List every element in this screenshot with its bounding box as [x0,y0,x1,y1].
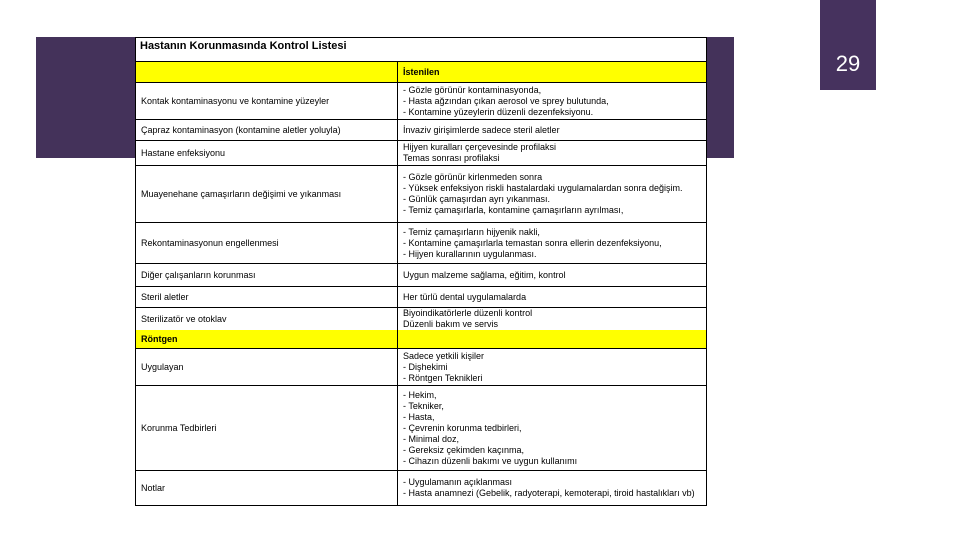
row-value-line: - Hasta anamnezi (Gebelik, radyoterapi, kemoterapi, tiroid hastalıkları vb) [403,488,695,498]
row-value-line: Biyoindikatörlerle düzenli kontrol [403,308,533,318]
row-label-text: Korunma Tedbirleri [141,422,217,433]
row-value-line: - Kontamine çamaşırlarla temastan sonra ellerin dezenfeksiyonu, [403,237,662,248]
row-label [136,223,398,263]
table-row [136,83,706,120]
row-label [136,308,398,330]
row-label [136,471,398,505]
section-header-row [136,330,706,349]
table-title: Hastanın Korunmasında Kontrol Listesi [136,38,706,62]
header-right: İstenilen [403,67,440,77]
row-value-line: - Temiz çamaşırların hijyenik nakli, [403,226,540,237]
row-label [136,83,398,119]
section-right [398,330,706,348]
row-label-text: Notlar [141,482,166,493]
row-value-line: - Hasta, [403,411,435,422]
row-label [136,287,398,307]
row-value [398,264,706,286]
row-value [398,386,706,470]
row-value-line: Her türlü dental uygulamalarda [403,291,527,302]
row-value-line: - Gözle görünür kirlenmeden sonra [403,172,543,182]
table-row [136,349,706,386]
purple-band-right [704,37,734,158]
row-value-line: - Yüksek enfeksiyon riskli hastalardaki uygulamalardan sonra değişim. [403,183,683,193]
row-value-line: Sadece yetkili kişiler [403,350,485,361]
table-row [136,287,706,308]
row-value-line: Uygun malzeme sağlama, eğitim, kontrol [403,269,566,280]
table-row [136,141,706,166]
row-value-line: - Hasta ağzından çıkan aerosol ve sprey bulutunda, [403,95,609,106]
row-value [398,166,706,222]
row-value [398,120,706,140]
row-value-line: - Kontamine yüzeylerin düzenli dezenfeksiyonu. [403,106,594,117]
header-row [136,62,706,83]
row-label-text: Uygulayan [141,361,184,372]
table-row [136,264,706,287]
row-label [136,141,398,165]
row-value-line: - Gereksiz çekimden kaçınma, [403,444,525,455]
row-label [136,386,398,470]
row-label-text: Çapraz kontaminasyon (kontamine aletler yoluyla) [141,124,341,135]
row-value [398,308,706,330]
table-row [136,471,706,505]
row-label-text: Rekontaminasyonun engellenmesi [141,237,279,248]
row-value-line: Temas sonrası profilaksi [403,153,500,163]
table-row [136,386,706,471]
row-value-line: - Cihazın düzenli bakımı ve uygun kullanımı [403,455,578,466]
row-value [398,471,706,505]
row-value-line: - Minimal doz, [403,433,460,444]
row-value-line: - Röntgen Teknikleri [403,372,483,383]
row-value-line: - Gözle görünür kontaminasyonda, [403,84,542,95]
table-row [136,308,706,330]
row-label-text: Sterilizatör ve otoklav [141,313,227,324]
row-value-line: Hijyen kuralları çerçevesinde profilaksi [403,142,557,152]
row-value-line: Düzenli bakım ve servis [403,319,499,329]
row-label [136,166,398,222]
row-label-text: Kontak kontaminasyonu ve kontamine yüzeyler [141,95,330,106]
row-label [136,349,398,385]
row-label [136,120,398,140]
row-value-line: - Günlük çamaşırdan ayrı yıkanması. [403,194,551,204]
row-value [398,83,706,119]
checklist-table [135,37,707,506]
row-label-text: Steril aletler [141,291,189,302]
section-title: Röntgen [136,330,398,348]
row-value-line: - Uygulamanın açıklanması [403,477,513,487]
table-row [136,120,706,141]
row-value [398,287,706,307]
row-value [398,349,706,385]
row-label [136,264,398,286]
row-label-text: Muayenehane çamaşırların değişimi ve yıkanması [141,188,342,199]
row-value-line: - Dişhekimi [403,361,448,372]
row-value-line: İnvaziv girişimlerde sadece steril aletler [403,124,560,135]
table-row [136,223,706,264]
row-value-line: - Temiz çamaşırlarla, kontamine çamaşırların ayrılması, [403,205,624,215]
table-row [136,166,706,223]
row-value-line: - Hijyen kurallarının uygulanması. [403,248,537,259]
slide-number: 29 [835,51,861,76]
row-value-line: - Çevrenin korunma tedbirleri, [403,422,522,433]
header-left [136,62,398,82]
row-value-line: - Hekim, [403,389,437,400]
row-value [398,223,706,263]
row-label-text: Hastane enfeksiyonu [141,147,226,158]
row-value-line: - Tekniker, [403,400,444,411]
row-label-text: Diğer çalışanların korunması [141,269,256,280]
row-value [398,141,706,165]
